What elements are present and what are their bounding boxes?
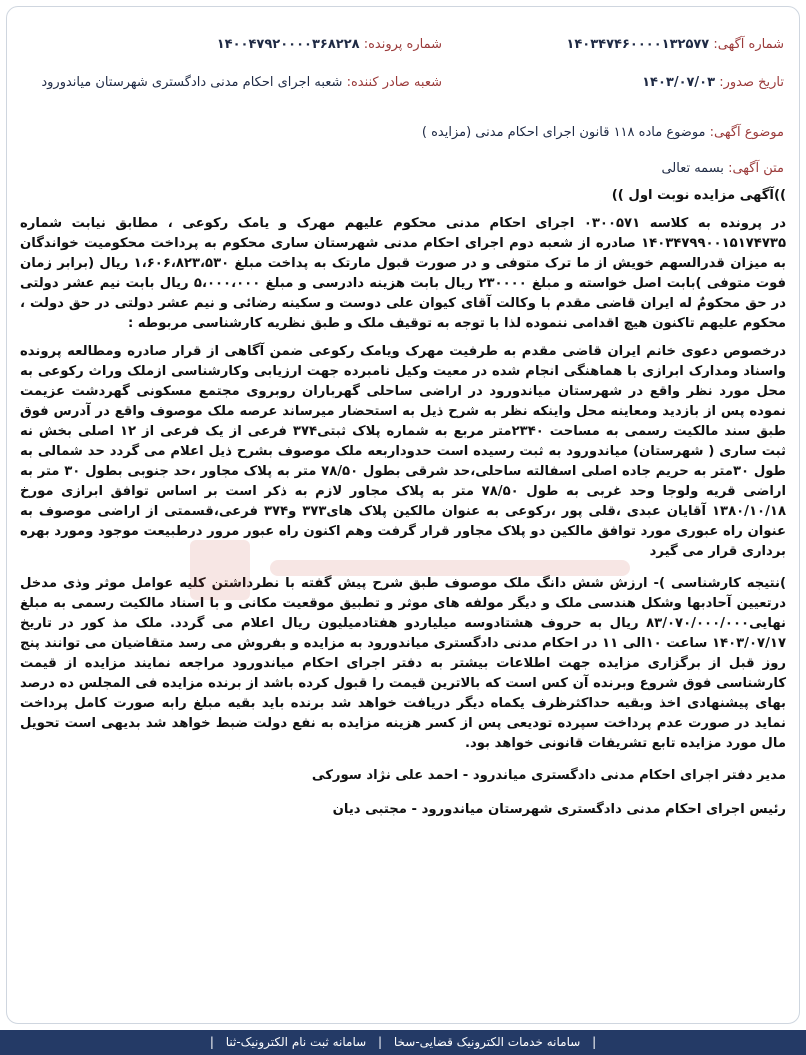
case-number	[217, 36, 442, 54]
notice-number	[566, 36, 784, 54]
paragraph-expert-report: درخصوص دعوی خانم ایران قاضی مقدم به طرفیت مهرک ویامک رکوعی ضمن آگاهی از قرار صادره ومطالعه پرونده واسناد ومدارک ابرازی با هماهنگی انجام شده در معیت وکیل نامبرده جهت ارزیابی وکارشناسی ازملک وراث رکوعی به محل مورد نظر واقع در شهرستان میاندورود در اراضی ساحلی گهرباران روبروی مجتمع مسکونی گهردشت عزیمت نموده پس از بازدید ومعاینه محل واینکه نظر به شرح ذیل به استحضار میرساند عرصه ملک موصوف واقع در آدرس فوق طبق سند مالکیت رسمی به مساحت ۲۳۴۰متر مربع به شماره پلاک ثبتی۳۷۴ فرعی از یک فرعی از ۱۲ اصلی بخش نه ثبت ساری ( شهرستان) میاندورود به ثبت رسیده است حدوداربعه ملک موصوف بشرح ذیل اعلام می گردد حد شمالی به طول ۳۰متر به حریم جاده اصلی اسفالته ساحلی،حد شرقی بطول ۷۸/۵۰ متر به پلاک مجاور ،حد جنوبی بطول ۳۰ متر به اراضی قریه ولوجا وحد غربی به طول ۷۸/۵۰ متر به پلاک مجاور لازم به ذکر است بر اساس توافق ابرازی مورخ ۱۳۸۰/۱۰/۱۸ آقایان عبدی ،قلی پور ،رکوعی به عنوان مالکین پلاک های۳۷۳ و۳۷۴ فرعی،قسمتی از اراضی موصوف به عنوان راه عبوری مورد توافق مالکین دو پلاک مجاور قرار گرفت وهم اکنون راه عبور مرور درطبیعت موجود ومورد بهره برداری قرار می گیرد	[20, 344, 787, 559]
footer-separator-left: |	[592, 1035, 597, 1049]
auction-title: ))آگهی مزایده نوبت اول ))	[611, 188, 786, 203]
signature-head-of-enforcement: رئیس اجرای احکام مدنی دادگستری شهرستان میاندورود - مجتبی دیان	[332, 802, 786, 817]
issue-date-label: تاریخ صدور:	[719, 75, 784, 90]
subject-label: موضوع آگهی:	[709, 125, 784, 140]
signature-office-manager: مدیر دفتر اجرای احکام مدنی دادگستری میاندرود - احمد علی نژاد سورکی	[311, 768, 786, 783]
footer-separator-middle: |	[378, 1035, 383, 1049]
notice-text-label: متن آگهی:	[728, 161, 784, 176]
notice-text-value: بسمه تعالی	[661, 161, 724, 176]
footer-bar	[0, 1030, 806, 1055]
notice-number-label: شماره آگهی:	[713, 37, 784, 52]
paragraph-case: در پرونده به کلاسه ۰۳۰۰۵۷۱ اجرای احکام مدنی محکوم علیهم مهرک و یامک رکوعی ، مطابق نیابت شماره ۱۴۰۳۴۷۹۹۰۰۱۵۱۷۴۷۳۵ صادره از شعبه دوم اجرای احکام مدنی شهرستان ساری محکوم به پرداخت محکومیت خواندگان به میزان قدرالسهم خویش از ما ترک متوفی و در صورت قبول مارتک به پداخت مبلغ ۱،۶۰۶،۸۲۳،۵۳۰ ریال (برابر زمان فوت متوفی )بابت اصل خواسته و مبلغ ۲۳۰۰۰۰ ریال بابت هزینه دادرسی و مبلغ ۵،۰۰۰،۰۰۰ ریال بابت نیم عشر دولتی در حق محکومٌ له ایران قاضی مقدم با وکالت آقای کیوان علی دوست و سکینه رضائی و نیم عشر دولتی در حق دولت ، محکوم علیهم تاکنون هیچ اقدامی ننموده لذا با توجه به توقیف ملک و طبق نظریه کارشناسی مربوطه :	[20, 216, 787, 331]
issuer-value: شعبه اجرای احکام مدنی دادگستری شهرستان میاندورود	[41, 75, 343, 90]
issue-date-value: ۱۴۰۳/۰۷/۰۳	[642, 75, 716, 90]
subject-value: موضوع ماده ۱۱۸ قانون اجرای احکام مدنی (مزایده )	[421, 125, 706, 140]
notice-text-intro	[661, 160, 784, 178]
case-number-label: شماره پرونده:	[363, 37, 442, 52]
issue-date	[642, 74, 784, 92]
issuer	[41, 74, 442, 92]
footer-separator-right: |	[209, 1035, 214, 1049]
footer-link-sana[interactable]: سامانه ثبت نام الکترونیک-ثنا	[225, 1035, 367, 1049]
notice-number-value: ۱۴۰۳۴۷۴۶۰۰۰۰۱۳۲۵۷۷	[566, 37, 710, 52]
issuer-label: شعبه صادر کننده:	[346, 75, 442, 90]
notice-body	[20, 186, 786, 820]
subject	[422, 124, 784, 142]
case-number-value: ۱۴۰۰۴۷۹۲۰۰۰۰۳۶۸۲۲۸	[216, 37, 360, 52]
paragraph-expert-result: )نتیجه کارشناسی )- ارزش شش دانگ ملک موصوف طبق شرح پیش گفته با نطرداشتن کلیه عوامل موثر وذی مدخل درتعیین آحادبها وشکل هندسی ملک و دیگر مولفه های موثر و تطبیق موقعیت مکانی و با اسناد مالکیت رسمی به مبلغ نهایی۸۳/۰۷۰/۰۰۰/۰۰۰ ریال به حروف هشتادوسه میلیاردو هفتادمیلیون ریال اعلام می گردد. ملک مذ کور در تاریخ ۱۴۰۳/۰۷/۱۷ ساعت ۱۰الی ۱۱ در احکام مدنی دادگستری میاندورود به مزایده و بفروش می رسد متقاضیان می توانند پنج روز قبل از برگزاری مزایده جهت اطلاعات بیشتر به دفتر اجرای احکام میاندورود مراجعه نمایند مزایده از قیمت کارشناسی فوق شروع وبرنده آن کس است که بالاترین قیمت را قبول کرده باشد از برنده مزایده فی المجلس ده درصد بهای پیشنهادی اخذ وبقیه حداکثرظرف یکماه دیگر دریافت خواهد شد برنده باید بقیه مبلغ رابه صورت کامل پرداخت نماید در صورت عدم پرداخت سپرده تودیعی پس از کسر هزینه مزایده به نفع دولت ضبط خواهد شد بدیهی است تحویل مال مورد مزایده تابع تشریفات قانونی خواهد بود.	[20, 576, 787, 751]
footer-link-sakha[interactable]: سامانه خدمات الکترونیک قضایی-سخا	[393, 1035, 581, 1049]
